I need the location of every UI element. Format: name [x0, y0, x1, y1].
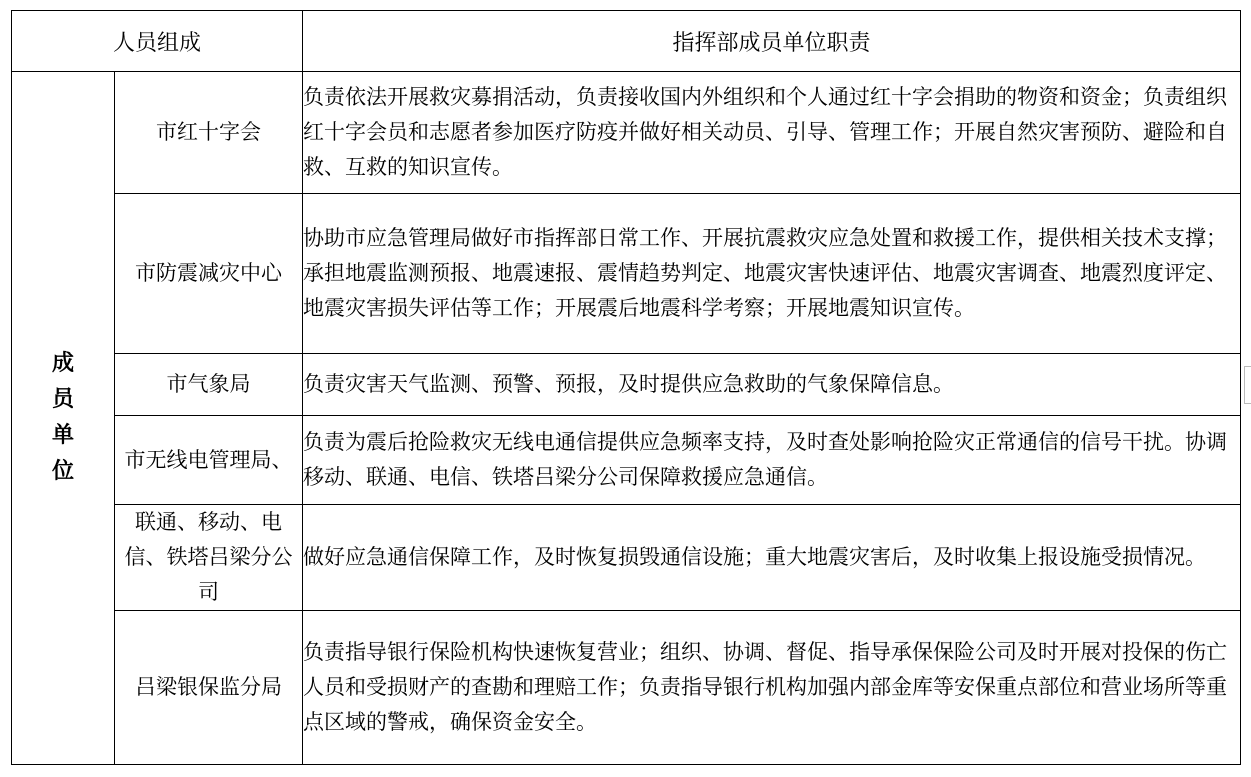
table-row [12, 354, 1241, 416]
table-row [12, 416, 1241, 505]
header-composition: 人员组成 [12, 11, 303, 72]
unit-name: 市气象局 [115, 354, 303, 416]
unit-name: 联通、移动、电信、铁塔吕梁分公司 [115, 505, 303, 611]
unit-name: 市红十字会 [115, 72, 303, 194]
table-row [12, 505, 1241, 611]
group-label-char: 员 [51, 387, 74, 412]
unit-duty: 做好应急通信保障工作，及时恢复损毁通信设施；重大地震灾害后，及时收集上报设施受损情况。 [303, 505, 1241, 611]
table-row [12, 611, 1241, 765]
unit-duty: 负责为震后抢险救灾无线电通信提供应急频率支持，及时查处影响抢险灾正常通信的信号干扰。协调移动、联通、电信、铁塔吕梁分公司保障救援应急通信。 [303, 416, 1241, 505]
member-units-group-label [12, 72, 115, 765]
unit-name: 吕梁银保监分局 [115, 611, 303, 765]
table-header-row [12, 11, 1241, 72]
duty-table [11, 10, 1241, 765]
group-label-char: 成 [51, 351, 74, 376]
unit-duty: 负责指导银行保险机构快速恢复营业；组织、协调、督促、指导承保保险公司及时开展对投保的伤亡人员和受损财产的查勘和理赔工作；负责指导银行机构加强内部金库等安保重点部位和营业场所等重点区域的警戒，确保资金安全。 [303, 611, 1241, 765]
unit-duty: 负责灾害天气监测、预警、预报，及时提供应急救助的气象保障信息。 [303, 354, 1241, 416]
group-label-char: 位 [51, 459, 74, 484]
unit-name: 市防震减灾中心 [115, 194, 303, 354]
header-duties: 指挥部成员单位职责 [303, 11, 1241, 72]
group-label-char: 单 [51, 423, 74, 448]
unit-name: 市无线电管理局、 [115, 416, 303, 505]
unit-duty: 协助市应急管理局做好市指挥部日常工作、开展抗震救灾应急处置和救援工作，提供相关技术支撑；承担地震监测预报、地震速报、震情趋势判定、地震灾害快速评估、地震灾害调查、地震烈度评定、地震灾害损失评估等工作；开展震后地震科学考察；开展地震知识宣传。 [303, 194, 1241, 354]
page-edge-marker [1244, 366, 1251, 404]
table-row [12, 72, 1241, 194]
table-row [12, 194, 1241, 354]
unit-duty: 负责依法开展救灾募捐活动，负责接收国内外组织和个人通过红十字会捐助的物资和资金；负责组织红十字会员和志愿者参加医疗防疫并做好相关动员、引导、管理工作；开展自然灾害预防、避险和自救、互救的知识宣传。 [303, 72, 1241, 194]
